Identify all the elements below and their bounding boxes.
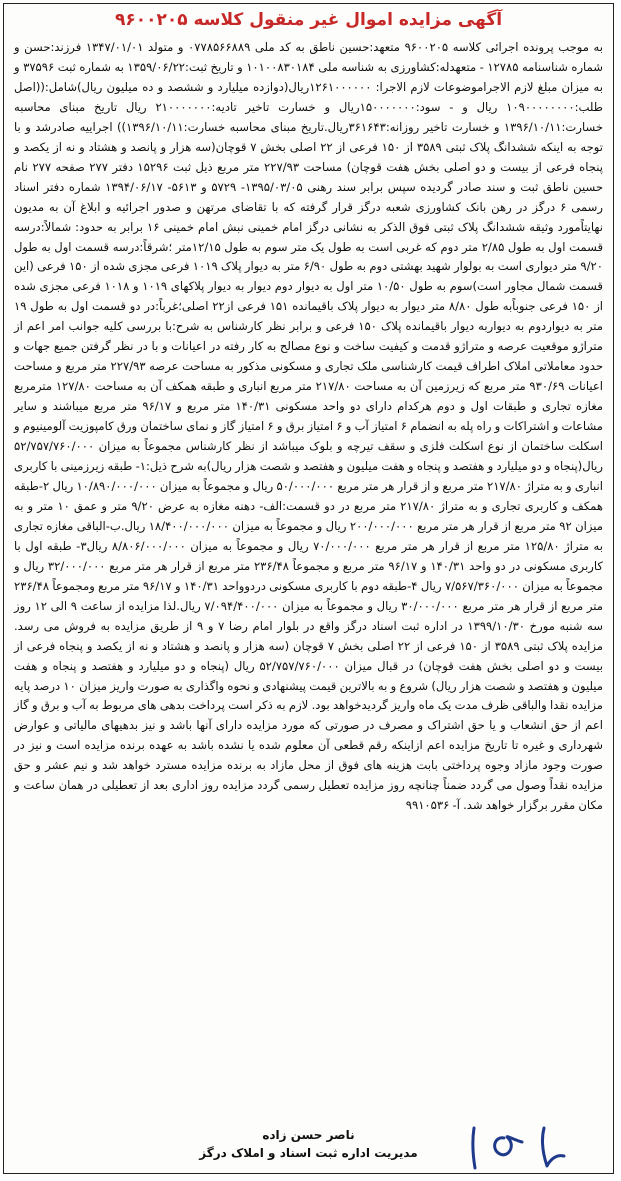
notice-frame — [3, 3, 614, 1174]
notice-title: آگهی مزایده اموال غیر منقول کلاسه ۹۶۰۰۲۰۵ — [114, 10, 503, 30]
handwritten-mark — [444, 1116, 594, 1176]
notice-body: به موجب پرونده اجرائی کلاسه ۹۶۰۰۲۰۵ متعهد:حسین ناطق به کد ملی ۰۷۷۸۵۶۶۸۸۹ و متولد ۱۳۴۷/۰۱/۰۱ فرزند:حسن و شماره شناسنامه ۱۲۷۸۵ - متعهدله:کشاورزی به شناسه ملی ۱۰۱۰۰۸۳۰۱۸۴ و تاریخ ثبت:۱۳۵۹/۰۶/۲۲ به شماره ثبت ۳۷۵۹۶ و به میزان مبلغ لازم الاجراموضوعات لازم الاجرا: ۱۲۶۱۰۰۰۰۰۰ریال(دوازده میلیارد و ششصد و ده میلیون ریال)شامل:((اصل طلب:۱۰۹۰۰۰۰۰۰۰۰ ریال و - سود:۱۵۰۰۰۰۰۰۰ریال و خسارت تاخیر تادیه:۲۱۰۰۰۰۰۰۰ ریال تاریخ مبنای محاسبه خسارت:۱۳۹۶/۱۰/۱۱ و خسارت تاخیر روزانه:۳۶۱۶۴۳ریال.تاریخ مبنای محاسبه خسارت:۱۳۹۶/۱۰/۱۱)) اجراییه صادرشد و با توجه به اینکه ششدانگ پلاک ثبتی ۳۵۸۹ از ۱۵۰ فرعی از ۲۲ اصلی بخش ۷ قوچان(سه هزار و پانصد و هشتاد و نه از یکصد و پنجاه فرعی از بیست و دو اصلی بخش هفت قوچان) مساحت ۲۲۷/۹۳ متر مربع ذیل ثبت ۱۵۲۹۶ دفتر ۲۷۷ صفحه ۲۷۷ نام حسین ناطق ثبت و سند صادر گردیده سپس برابر سند رهنی ۱۳۹۵/۰۳/۰۵- ۵۷۲۹ و ۵۶۱۳- ۱۳۹۴/۰۶/۱۷ شماره دفتر اسناد رسمی ۶ درگز در رهن بانک کشاورزی شعبه درگز قرار گرفته که با تقاضای مرتهن و صدور اجرائیه و ابلاغ آن به مدیون نهایتاًمورد وثیقه ششدانگ پلاک ثبتی فوق الذکر به نشانی درگز امام خمینی نبش امام خمینی ۱۶ برابر به حدود: شمالاً:درسه قسمت اول به طول ۲/۸۵ متر دوم که غربی است به طول یک متر سوم به طول ۱۲/۱۵متر ؛شرقاً:درسه قسمت اول به طول ۹/۲۰ متر دیواری است به بولوار شهید بهشتی دوم به طول ۶/۹۰ متر به دیوار پلاک ۱۰۱۹ فرعی مجزی شده از ۱۵۰ فرعی (این قسمت شمال مجاور است)سوم به طول ۱۰/۵۰ متر اول به دیوار دوم دیوار به دیوار پلاکهای ۱۰۱۹ و ۱۰۱۸ فرعی مجزی شده از ۱۵۰ فرعی جنوباًبه طول ۸/۸۰ متر دیوار به دیوار پلاک باقیمانده ۱۵۱ فرعی از۲۲ اصلی؛غرباً:در دو قسمت اول به طول ۱۹ متر به دیواردوم به دیواربه دیوار باقیمانده پلاک ۱۵۰ فرعی و برابر نظر کارشناس به شرح:با بررسی کلیه جوانب امر اعم از متراژو موقعیت عرصه و متراژو قدمت و کیفیت ساخت و نوع مصالح به کار رفته در اعیانات و با در نظر گرفتن جمیع جهات و حدود معاملاتی املاک اطراف قیمت کارشناسی ملک تجاری و مسکونی مذکور به مساحت عرصه ۲۲۷/۹۳ متر مربع و مساحت اعیانات ۹۳۰/۶۹ متر مربع که زیرزمین آن به مساحت ۲۱۷/۸۰ متر مربع انباری و طبقه همکف آن به مساحت ۱۲۷/۸۰ مترمربع مغازه تجاری و طبقات اول و دوم هرکدام دارای دو واحد مسکونی ۱۴۰/۳۱ متر مربع و ۹۶/۱۷ متر مربع میباشند و سایر مشاعات و اشتراکات و راه پله به انضمام ۶ امتیاز آب و ۶ امتیاز برق و ۶ امتیاز گاز و نمای ساختمان ورق کامپوزیت آلومینیوم و اسکلت ساختمان از نوع اسکلت فلزی و سقف تیرچه و بلوک میباشد از نظر کارشناس مجموعاً به میزان ۵۲/۷۵۷/۷۶۰/۰۰۰ ریال(پنجاه و دو میلیارد و هفتصد و پنجاه و هفت میلیون و هفتصد و شصت هزار ریال)به شرح ذیل:۱- طبقه زیرزمینی با کاربری انباری و به متراژ ۲۱۷/۸۰ متر مربع و از قرار هر متر مربع ۵۰/۰۰۰/۰۰۰ ریال و مجموعاً به میزان ۱۰/۸۹۰/۰۰۰/۰۰۰ ریال ۲-طبقه همکف و کاربری تجاری و به متراژ ۲۱۷/۸۰ متر مربع در دو قسمت:الف- دهنه مغازه به عرض ۹/۲۰ متر و عمق ۱۰ متر و به میزان ۹۲ متر مربع از قرار هر متر مربع ۲۰۰/۰۰۰/۰۰۰ ریال و مجموعاً به میزان ۱۸/۴۰۰/۰۰۰/۰۰۰ ریال.ب-الباقی مغازه تجاری به متراژ ۱۲۵/۸۰ متر مربع از قرار هر متر مربع ۷۰/۰۰۰/۰۰۰ ریال و مجموعاً به میزان ۸/۸۰۶/۰۰۰/۰۰۰ ریال۳- طبقه اول با کاربری مسکونی در دو واحد ۱۴۰/۳۱ و ۹۶/۱۷ متر مربع و مجموعاً ۲۳۶/۴۸ متر مربع از قرار هر متر مربع ۳۲/۰۰۰/۰۰۰ ریال و مجموعاً به میزان ۷/۵۶۷/۳۶۰/۰۰۰ ریال ۴-طبقه دوم با کاربری مسکونی دردوواحد ۱۴۰/۳۱ و ۹۶/۱۷ متر مربع ومجموعاً ۲۳۶/۴۸ متر مربع از قرار هر متر مربع ۳۰/۰۰۰/۰۰۰ ریال و مجموعاً به میزان ۷/۰۹۴/۴۰۰/۰۰۰ ریال.لذا مزایده از ساعت ۹ الی ۱۲ روز سه شنبه مورخ ۱۳۹۹/۱۰/۳۰ در اداره ثبت اسناد درگز واقع در بلوار امام رضا ۷ و ۹ از طریق مزایده به فروش می رسد. مزایده پلاک ثبتی ۳۵۸۹ از ۱۵۰ فرعی از ۲۲ اصلی بخش ۷ قوچان (سه هزار و پانصد و هشتاد و نه از یکصد و پنجاه فرعی از بیست و دو اصلی بخش هفت قوچان) در قبال میزان ۵۲/۷۵۷/۷۶۰/۰۰۰ ریال (پنجاه و دو میلیارد و هفتصد و پنجاه و هفت میلیون و هفتصد و شصت هزار ریال) شروع و به بالاترین قیمت پیشنهادی و نحوه واگذاری به صورت واریز میزان ۱۰ درصد پایه مزایده نقدا والباقی ظرف مدت یک ماه واریز گردیدخواهد بود. لازم به ذکر است پرداخت بدهی های مربوط به آب و برق و گاز اعم از حق انشعاب و یا حق اشتراک و مصرف در صورتی که مورد مزایده دارای آنها باشد و نیز بدهیهای مالیاتی و عوارض شهرداری و غیره تا تاریخ مزایده اعم ازاینکه رقم قطعی آن معلوم شده یا نشده باشد به عهده برنده مزایده است و نیز در صورت وجود مازاد وجوه پرداختی بابت هزینه های فوق از محل مازاد به برنده مزایده مسترد خواهد شد و نیم عشر و حق مزایده نقداً وصول می گردد ضمناً چنانچه روز مزایده تعطیل رسمی گردد مزایده روز اداری بعد از تعطیلی در همان ساعت و مکان مقرر برگزار خواهد شد. آ- ۹۹۱۰۵۳۶ — [14, 40, 604, 813]
signer-name: ناصر حسن زاده — [262, 1128, 355, 1142]
signer-title: مدیریت اداره ثبت اسناد و املاک درگز — [199, 1146, 418, 1160]
